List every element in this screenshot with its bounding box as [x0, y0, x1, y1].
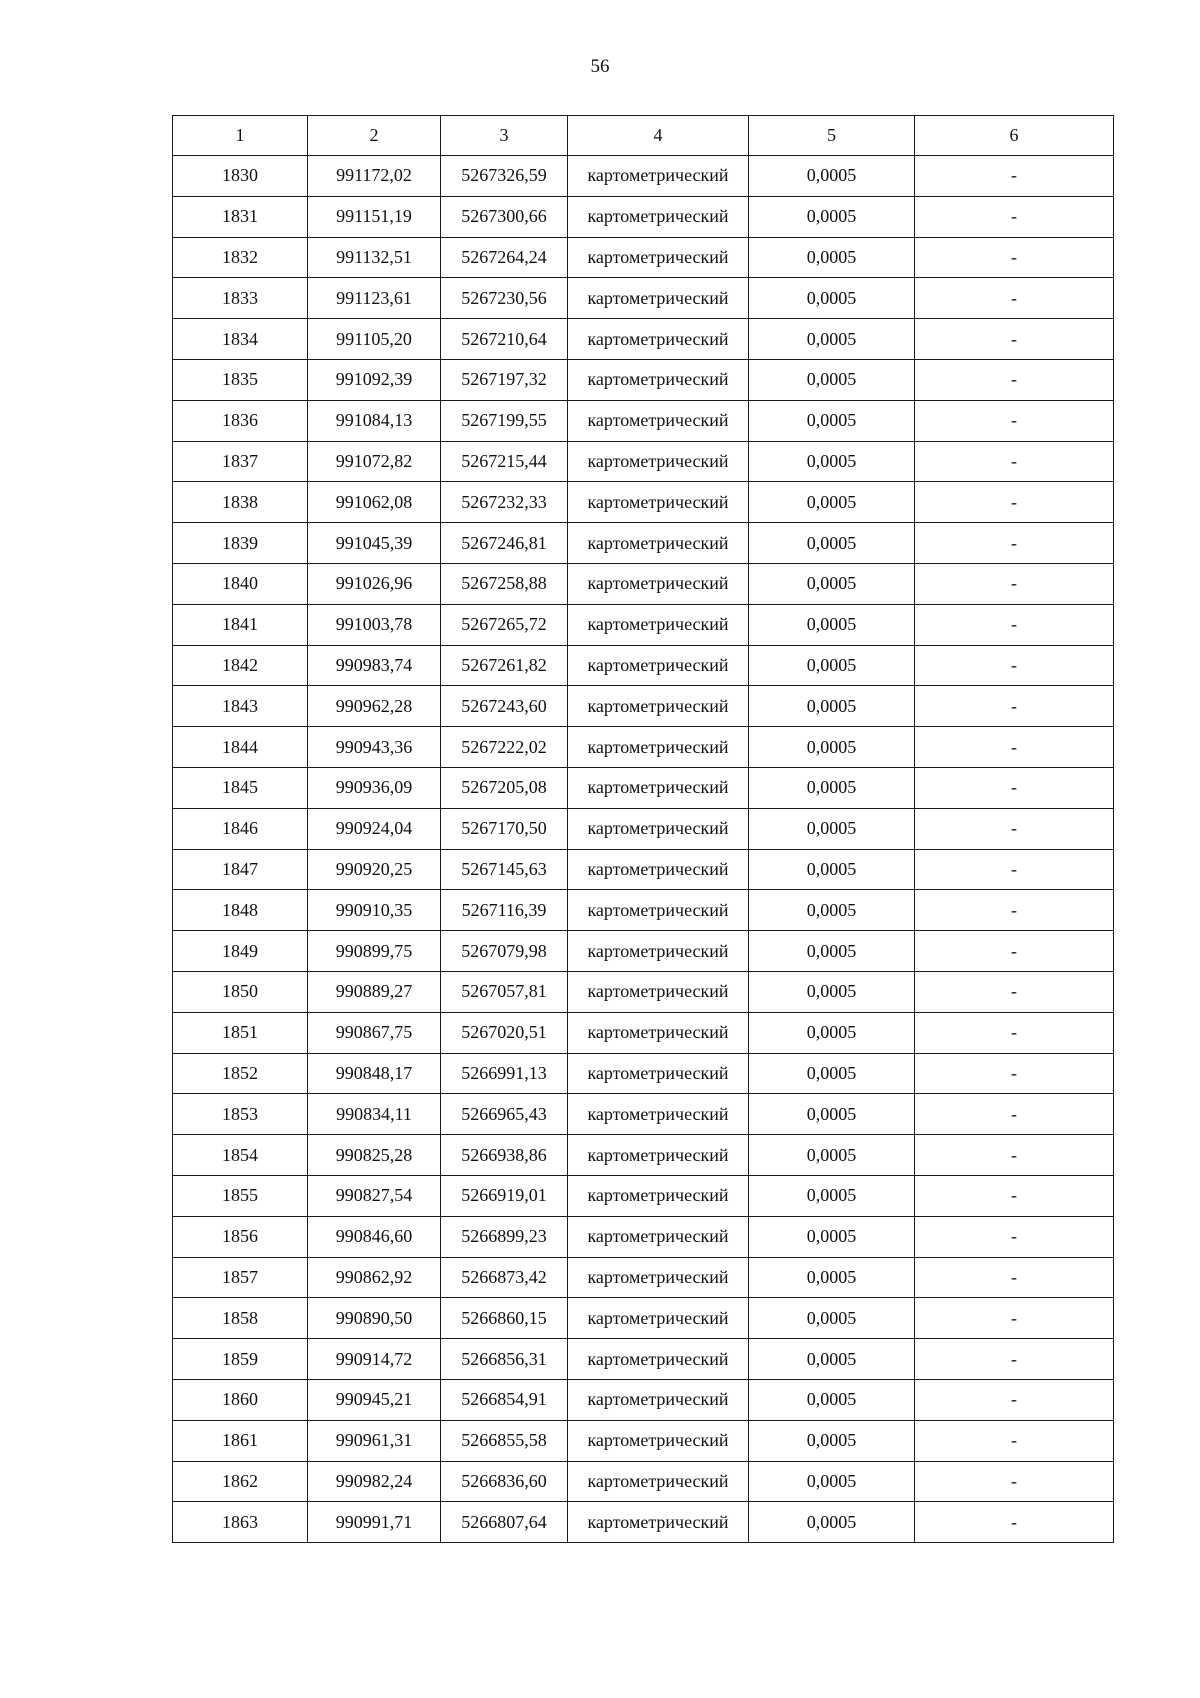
description-cell: -: [915, 196, 1114, 237]
table-row: [173, 523, 1114, 564]
accuracy-cell: 0,0005: [749, 931, 915, 972]
table-row: [173, 686, 1114, 727]
x-coordinate-cell: 990834,11: [308, 1094, 441, 1135]
x-coordinate-cell: 990827,54: [308, 1175, 441, 1216]
x-coordinate-cell: 990920,25: [308, 849, 441, 890]
table-row: [173, 931, 1114, 972]
accuracy-cell: 0,0005: [749, 686, 915, 727]
point-number-cell: 1837: [173, 441, 308, 482]
table-row: [173, 727, 1114, 768]
method-cell: картометрический: [568, 849, 749, 890]
x-coordinate-cell: 990961,31: [308, 1420, 441, 1461]
x-coordinate-cell: 990899,75: [308, 931, 441, 972]
point-number-cell: 1850: [173, 971, 308, 1012]
x-coordinate-cell: 990846,60: [308, 1216, 441, 1257]
accuracy-cell: 0,0005: [749, 1339, 915, 1380]
method-cell: картометрический: [568, 1502, 749, 1543]
accuracy-cell: 0,0005: [749, 278, 915, 319]
method-cell: картометрический: [568, 156, 749, 197]
description-cell: -: [915, 1257, 1114, 1298]
x-coordinate-cell: 991105,20: [308, 319, 441, 360]
y-coordinate-cell: 5267057,81: [441, 971, 568, 1012]
accuracy-cell: 0,0005: [749, 1420, 915, 1461]
description-cell: -: [915, 319, 1114, 360]
x-coordinate-cell: 990848,17: [308, 1053, 441, 1094]
table-row: [173, 441, 1114, 482]
x-coordinate-cell: 990914,72: [308, 1339, 441, 1380]
y-coordinate-cell: 5267199,55: [441, 400, 568, 441]
table-row: [173, 400, 1114, 441]
y-coordinate-cell: 5267222,02: [441, 727, 568, 768]
accuracy-cell: 0,0005: [749, 156, 915, 197]
method-cell: картометрический: [568, 359, 749, 400]
method-cell: картометрический: [568, 727, 749, 768]
description-cell: -: [915, 890, 1114, 931]
table-row: [173, 645, 1114, 686]
accuracy-cell: 0,0005: [749, 849, 915, 890]
accuracy-cell: 0,0005: [749, 1094, 915, 1135]
x-coordinate-cell: 990889,27: [308, 971, 441, 1012]
x-coordinate-cell: 991026,96: [308, 563, 441, 604]
description-cell: -: [915, 1298, 1114, 1339]
y-coordinate-cell: 5266860,15: [441, 1298, 568, 1339]
description-cell: -: [915, 441, 1114, 482]
y-coordinate-cell: 5266855,58: [441, 1420, 568, 1461]
accuracy-cell: 0,0005: [749, 1216, 915, 1257]
method-cell: картометрический: [568, 1135, 749, 1176]
description-cell: -: [915, 1175, 1114, 1216]
accuracy-cell: 0,0005: [749, 441, 915, 482]
point-number-cell: 1861: [173, 1420, 308, 1461]
accuracy-cell: 0,0005: [749, 1298, 915, 1339]
method-cell: картометрический: [568, 441, 749, 482]
accuracy-cell: 0,0005: [749, 1257, 915, 1298]
point-number-cell: 1856: [173, 1216, 308, 1257]
y-coordinate-cell: 5267230,56: [441, 278, 568, 319]
y-coordinate-cell: 5267205,08: [441, 767, 568, 808]
table-row: [173, 1257, 1114, 1298]
x-coordinate-cell: 991062,08: [308, 482, 441, 523]
point-number-cell: 1839: [173, 523, 308, 564]
description-cell: -: [915, 156, 1114, 197]
point-number-cell: 1854: [173, 1135, 308, 1176]
table-row: [173, 1461, 1114, 1502]
y-coordinate-cell: 5266938,86: [441, 1135, 568, 1176]
point-number-cell: 1841: [173, 604, 308, 645]
description-cell: -: [915, 1502, 1114, 1543]
point-number-cell: 1858: [173, 1298, 308, 1339]
method-cell: картометрический: [568, 1175, 749, 1216]
description-cell: -: [915, 645, 1114, 686]
point-number-cell: 1832: [173, 237, 308, 278]
method-cell: картометрический: [568, 686, 749, 727]
y-coordinate-cell: 5267258,88: [441, 563, 568, 604]
accuracy-cell: 0,0005: [749, 482, 915, 523]
point-number-cell: 1843: [173, 686, 308, 727]
table-row: [173, 1379, 1114, 1420]
x-coordinate-cell: 990890,50: [308, 1298, 441, 1339]
description-cell: -: [915, 808, 1114, 849]
description-cell: -: [915, 1216, 1114, 1257]
accuracy-cell: 0,0005: [749, 563, 915, 604]
description-cell: -: [915, 1379, 1114, 1420]
point-number-cell: 1860: [173, 1379, 308, 1420]
description-cell: -: [915, 971, 1114, 1012]
method-cell: картометрический: [568, 563, 749, 604]
y-coordinate-cell: 5266873,42: [441, 1257, 568, 1298]
point-number-cell: 1844: [173, 727, 308, 768]
x-coordinate-cell: 990936,09: [308, 767, 441, 808]
point-number-cell: 1852: [173, 1053, 308, 1094]
y-coordinate-cell: 5267145,63: [441, 849, 568, 890]
y-coordinate-cell: 5266854,91: [441, 1379, 568, 1420]
table-row: [173, 849, 1114, 890]
y-coordinate-cell: 5267079,98: [441, 931, 568, 972]
method-cell: картометрический: [568, 1053, 749, 1094]
y-coordinate-cell: 5267170,50: [441, 808, 568, 849]
point-number-cell: 1849: [173, 931, 308, 972]
method-cell: картометрический: [568, 1379, 749, 1420]
accuracy-cell: 0,0005: [749, 1135, 915, 1176]
description-cell: -: [915, 686, 1114, 727]
description-cell: -: [915, 237, 1114, 278]
column-header: 6: [915, 116, 1114, 156]
table-row: [173, 971, 1114, 1012]
method-cell: картометрический: [568, 1012, 749, 1053]
accuracy-cell: 0,0005: [749, 1461, 915, 1502]
table-row: [173, 563, 1114, 604]
table-row: [173, 237, 1114, 278]
accuracy-cell: 0,0005: [749, 1053, 915, 1094]
accuracy-cell: 0,0005: [749, 767, 915, 808]
table-row: [173, 1339, 1114, 1380]
table-row: [173, 1094, 1114, 1135]
point-number-cell: 1855: [173, 1175, 308, 1216]
accuracy-cell: 0,0005: [749, 1012, 915, 1053]
point-number-cell: 1851: [173, 1012, 308, 1053]
point-number-cell: 1847: [173, 849, 308, 890]
point-number-cell: 1830: [173, 156, 308, 197]
column-header: 5: [749, 116, 915, 156]
x-coordinate-cell: 991092,39: [308, 359, 441, 400]
method-cell: картометрический: [568, 237, 749, 278]
x-coordinate-cell: 990945,21: [308, 1379, 441, 1420]
table-row: [173, 890, 1114, 931]
method-cell: картометрический: [568, 1257, 749, 1298]
point-number-cell: 1862: [173, 1461, 308, 1502]
y-coordinate-cell: 5266836,60: [441, 1461, 568, 1502]
method-cell: картометрический: [568, 400, 749, 441]
method-cell: картометрический: [568, 1420, 749, 1461]
table-body: [173, 156, 1114, 1543]
description-cell: -: [915, 1461, 1114, 1502]
x-coordinate-cell: 991123,61: [308, 278, 441, 319]
x-coordinate-cell: 991172,02: [308, 156, 441, 197]
y-coordinate-cell: 5267326,59: [441, 156, 568, 197]
description-cell: -: [915, 1135, 1114, 1176]
x-coordinate-cell: 991132,51: [308, 237, 441, 278]
accuracy-cell: 0,0005: [749, 359, 915, 400]
point-number-cell: 1846: [173, 808, 308, 849]
x-coordinate-cell: 990910,35: [308, 890, 441, 931]
method-cell: картометрический: [568, 767, 749, 808]
point-number-cell: 1838: [173, 482, 308, 523]
x-coordinate-cell: 990943,36: [308, 727, 441, 768]
x-coordinate-cell: 990982,24: [308, 1461, 441, 1502]
table-row: [173, 319, 1114, 360]
accuracy-cell: 0,0005: [749, 1379, 915, 1420]
point-number-cell: 1836: [173, 400, 308, 441]
accuracy-cell: 0,0005: [749, 604, 915, 645]
description-cell: -: [915, 1420, 1114, 1461]
description-cell: -: [915, 563, 1114, 604]
point-number-cell: 1853: [173, 1094, 308, 1135]
accuracy-cell: 0,0005: [749, 808, 915, 849]
y-coordinate-cell: 5266807,64: [441, 1502, 568, 1543]
method-cell: картометрический: [568, 278, 749, 319]
x-coordinate-cell: 991045,39: [308, 523, 441, 564]
y-coordinate-cell: 5267265,72: [441, 604, 568, 645]
method-cell: картометрический: [568, 808, 749, 849]
x-coordinate-cell: 990825,28: [308, 1135, 441, 1176]
column-header: 3: [441, 116, 568, 156]
table-row: [173, 1135, 1114, 1176]
point-number-cell: 1863: [173, 1502, 308, 1543]
point-number-cell: 1833: [173, 278, 308, 319]
x-coordinate-cell: 990867,75: [308, 1012, 441, 1053]
table-row: [173, 156, 1114, 197]
column-header: 2: [308, 116, 441, 156]
table-row: [173, 359, 1114, 400]
method-cell: картометрический: [568, 319, 749, 360]
point-number-cell: 1859: [173, 1339, 308, 1380]
column-header: 4: [568, 116, 749, 156]
x-coordinate-cell: 990862,92: [308, 1257, 441, 1298]
description-cell: -: [915, 1012, 1114, 1053]
table-row: [173, 1420, 1114, 1461]
accuracy-cell: 0,0005: [749, 523, 915, 564]
y-coordinate-cell: 5267197,32: [441, 359, 568, 400]
accuracy-cell: 0,0005: [749, 890, 915, 931]
table-row: [173, 1502, 1114, 1543]
y-coordinate-cell: 5267243,60: [441, 686, 568, 727]
accuracy-cell: 0,0005: [749, 645, 915, 686]
x-coordinate-cell: 991072,82: [308, 441, 441, 482]
y-coordinate-cell: 5267215,44: [441, 441, 568, 482]
method-cell: картометрический: [568, 971, 749, 1012]
table-row: [173, 278, 1114, 319]
description-cell: -: [915, 482, 1114, 523]
point-number-cell: 1835: [173, 359, 308, 400]
description-cell: -: [915, 523, 1114, 564]
table-row: [173, 196, 1114, 237]
description-cell: -: [915, 359, 1114, 400]
y-coordinate-cell: 5266899,23: [441, 1216, 568, 1257]
y-coordinate-cell: 5266856,31: [441, 1339, 568, 1380]
table-row: [173, 1175, 1114, 1216]
table-header-row: [173, 116, 1114, 156]
description-cell: -: [915, 1339, 1114, 1380]
description-cell: -: [915, 849, 1114, 890]
x-coordinate-cell: 990962,28: [308, 686, 441, 727]
description-cell: -: [915, 278, 1114, 319]
point-number-cell: 1831: [173, 196, 308, 237]
description-cell: -: [915, 400, 1114, 441]
method-cell: картометрический: [568, 1094, 749, 1135]
table-row: [173, 482, 1114, 523]
x-coordinate-cell: 990983,74: [308, 645, 441, 686]
x-coordinate-cell: 991084,13: [308, 400, 441, 441]
point-number-cell: 1845: [173, 767, 308, 808]
method-cell: картометрический: [568, 604, 749, 645]
accuracy-cell: 0,0005: [749, 400, 915, 441]
method-cell: картометрический: [568, 523, 749, 564]
point-number-cell: 1834: [173, 319, 308, 360]
method-cell: картометрический: [568, 1461, 749, 1502]
accuracy-cell: 0,0005: [749, 196, 915, 237]
method-cell: картометрический: [568, 482, 749, 523]
x-coordinate-cell: 991003,78: [308, 604, 441, 645]
description-cell: -: [915, 767, 1114, 808]
table-row: [173, 767, 1114, 808]
x-coordinate-cell: 991151,19: [308, 196, 441, 237]
method-cell: картометрический: [568, 645, 749, 686]
y-coordinate-cell: 5267232,33: [441, 482, 568, 523]
column-header: 1: [173, 116, 308, 156]
y-coordinate-cell: 5267210,64: [441, 319, 568, 360]
accuracy-cell: 0,0005: [749, 237, 915, 278]
method-cell: картометрический: [568, 196, 749, 237]
description-cell: -: [915, 931, 1114, 972]
accuracy-cell: 0,0005: [749, 319, 915, 360]
table-row: [173, 1053, 1114, 1094]
x-coordinate-cell: 990924,04: [308, 808, 441, 849]
description-cell: -: [915, 604, 1114, 645]
method-cell: картометрический: [568, 931, 749, 972]
table-row: [173, 808, 1114, 849]
accuracy-cell: 0,0005: [749, 971, 915, 1012]
method-cell: картометрический: [568, 1216, 749, 1257]
table-row: [173, 1012, 1114, 1053]
method-cell: картометрический: [568, 1339, 749, 1380]
y-coordinate-cell: 5267246,81: [441, 523, 568, 564]
point-number-cell: 1842: [173, 645, 308, 686]
y-coordinate-cell: 5266919,01: [441, 1175, 568, 1216]
method-cell: картометрический: [568, 890, 749, 931]
coordinates-table: [172, 115, 1114, 1543]
accuracy-cell: 0,0005: [749, 727, 915, 768]
y-coordinate-cell: 5267020,51: [441, 1012, 568, 1053]
description-cell: -: [915, 1053, 1114, 1094]
description-cell: -: [915, 1094, 1114, 1135]
accuracy-cell: 0,0005: [749, 1502, 915, 1543]
table-row: [173, 604, 1114, 645]
accuracy-cell: 0,0005: [749, 1175, 915, 1216]
y-coordinate-cell: 5267261,82: [441, 645, 568, 686]
table-row: [173, 1298, 1114, 1339]
method-cell: картометрический: [568, 1298, 749, 1339]
table-row: [173, 1216, 1114, 1257]
point-number-cell: 1840: [173, 563, 308, 604]
y-coordinate-cell: 5267264,24: [441, 237, 568, 278]
point-number-cell: 1857: [173, 1257, 308, 1298]
y-coordinate-cell: 5267300,66: [441, 196, 568, 237]
description-cell: -: [915, 727, 1114, 768]
page-number: 56: [590, 56, 610, 77]
y-coordinate-cell: 5267116,39: [441, 890, 568, 931]
point-number-cell: 1848: [173, 890, 308, 931]
x-coordinate-cell: 990991,71: [308, 1502, 441, 1543]
y-coordinate-cell: 5266965,43: [441, 1094, 568, 1135]
y-coordinate-cell: 5266991,13: [441, 1053, 568, 1094]
